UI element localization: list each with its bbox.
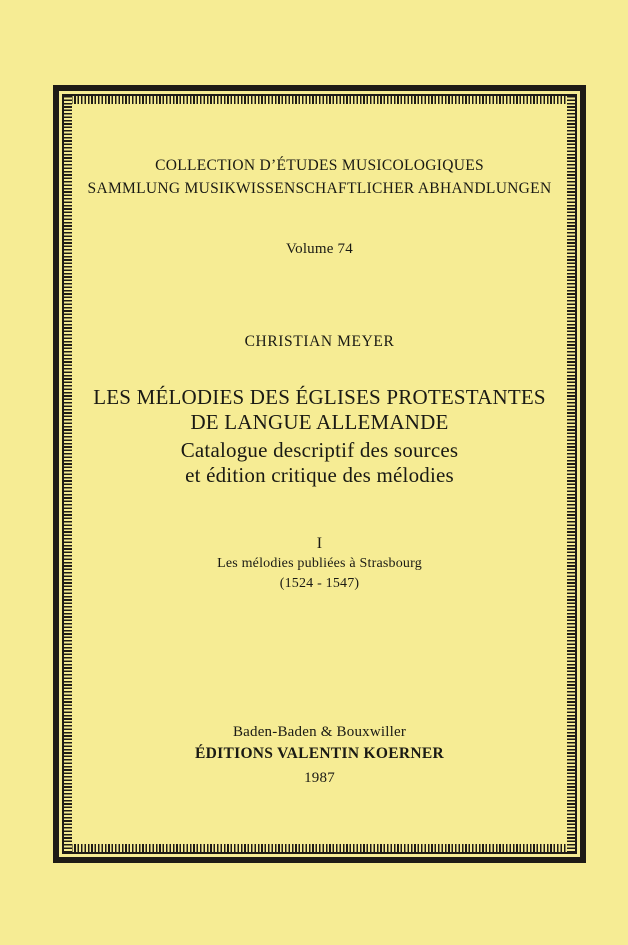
publication-place: Baden-Baden & Bouxwiller bbox=[232, 724, 407, 740]
book-subtitle-line-2: et édition critique des mélodies bbox=[185, 463, 454, 487]
tome-title: Les mélodies publiées à Strasbourg bbox=[217, 556, 422, 571]
publisher-name: ÉDITIONS VALENTIN KOERNER bbox=[195, 745, 444, 762]
tome-number: I bbox=[316, 535, 323, 552]
publication-year: 1987 bbox=[304, 770, 335, 786]
tome-dates: (1524 - 1547) bbox=[279, 576, 360, 591]
book-subtitle-line-1: Catalogue descriptif des sources bbox=[180, 438, 459, 462]
series-title-german: SAMMLUNG MUSIKWISSENSCHAFTLICHER ABHANDLUNGEN bbox=[87, 180, 552, 197]
hatched-border-top bbox=[64, 96, 575, 104]
author-name: CHRISTIAN MEYER bbox=[244, 333, 395, 350]
hatched-border-bottom bbox=[64, 844, 575, 852]
series-title-french: COLLECTION D’ÉTUDES MUSICOLOGIQUES bbox=[155, 157, 484, 174]
volume-number: Volume 74 bbox=[286, 241, 353, 257]
book-title-line-2: DE LANGUE ALLEMANDE bbox=[190, 410, 449, 434]
book-title-line-1: LES MÉLODIES DES ÉGLISES PROTESTANTES bbox=[93, 385, 546, 409]
